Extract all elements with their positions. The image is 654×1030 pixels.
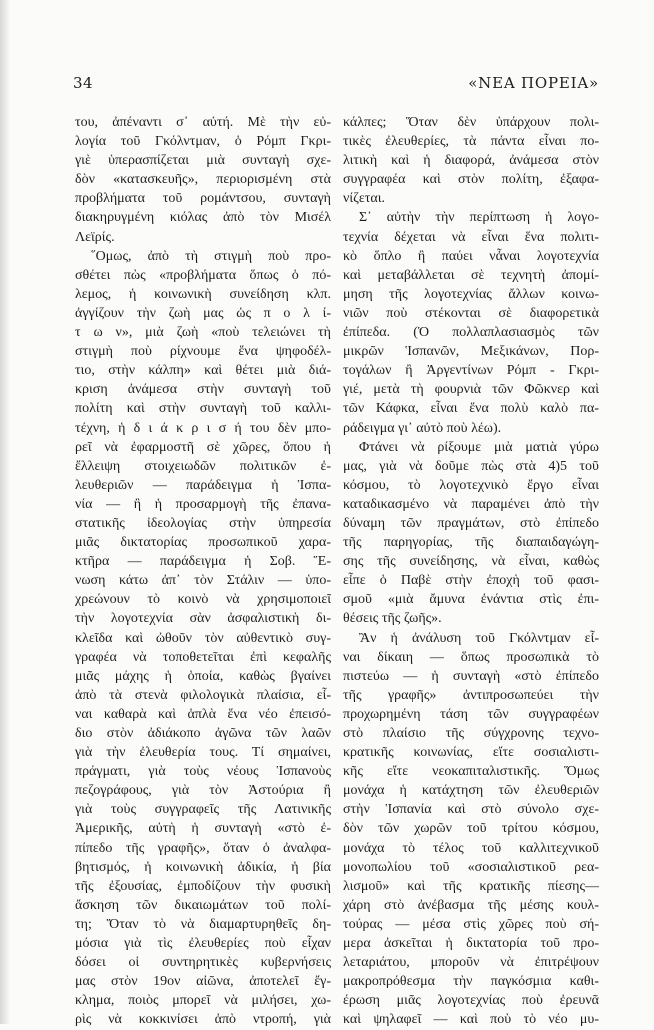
text-line: λεμος, ἡ κοινωνικὴ συνείδηση κλπ. (75, 286, 331, 302)
text-line: λιτικὴ καὶ ἡ διαφορά, ἀνάμεσα στὸν (343, 153, 599, 169)
page-gutter-shadow (0, 0, 10, 1024)
text-line: τιο, στὴν κάλπη» καὶ θέτει μιὰ διά- (75, 363, 331, 379)
text-line: δύναμη τῶν πραγμάτων, στὸ ἐπίπεδο (343, 515, 599, 531)
text-line: ῞Ομως, ἀπὸ τὴ στιγμὴ ποὺ προ- (91, 248, 331, 264)
text-line: στατικῆς ἰδεολογίας στὴν ὑπηρεσία (75, 515, 331, 531)
text-line: καὶ ψηλαφεῖ — καὶ ποὺ τὸ νέο μυ- (343, 1012, 599, 1028)
text-line: δὸν τῶν χωρῶν τοῦ τρίτου κόσμου, (343, 821, 599, 837)
text-line: νία — ἢ ἡ προσαρμογὴ τῆς ἐπανα- (75, 496, 331, 512)
text-line: τῆς ἐξουσίας, ἐμποδίζουν τὴν φυσικὴ (75, 878, 331, 894)
text-line: τῆς παρηγορίας, τῆς διαπαιδαγώγη- (343, 535, 599, 551)
text-line: μιᾶς μάχης ἡ ὁποία, καθὼς βγαίνει (75, 668, 331, 684)
text-line: βητισμός, ἡ κοινωνικὴ ἀδικία, ἡ βία (75, 859, 331, 875)
text-line: γιὰ τοὺς συγγραφεῖς τῆς Λατινικῆς (75, 802, 331, 818)
text-line: κλημα, ποιὸς μπορεῖ νὰ μιλήσει, χω- (75, 993, 331, 1009)
text-line: μονάχα τὸ τέλος τοῦ καλλιτεχνικοῦ (343, 840, 599, 856)
text-line: Σ᾿ αὐτὴν τὴν περίπτωση ἡ λογο- (359, 210, 599, 226)
text-line: τη; Ὅταν τὸ νὰ διαμαρτυρηθεῖς δη- (75, 916, 331, 932)
text-line: νίζεται. (343, 191, 385, 207)
text-line: λισμοῦ» καὶ τῆς κρατικῆς πίεσης— (343, 878, 599, 894)
text-line: λογία τοῦ Γκόλντμαν, ὁ Ρόμπ Γκρι- (75, 134, 331, 150)
text-line: έρωση μιᾶς λογοτεχνίας ποὺ ἐρευνᾶ (343, 993, 599, 1009)
text-line: γιὲ ὑπερασπίζεται μιὰ συνταγὴ σχε- (75, 153, 331, 169)
text-line: ἀγγίζουν τὴν ζωὴ μας ὡς π ο λ ί- (75, 305, 331, 321)
text-line: τεχνία δέχεται νὰ εἶναι ἕνα πολιτι- (343, 229, 599, 245)
text-line: γιὰ τὴν ἐλευθερία τους. Τί σημαίνει, (75, 745, 331, 761)
text-line: μονάχα ἡ κατάχτηση τῶν ἐλευθεριῶν (343, 783, 599, 799)
text-line: σθέτει πὼς «προβλήματα ὅπως ὁ πό- (75, 267, 331, 283)
text-line: νιῶν ποὺ στέκονται σὲ διαφορετικὰ (343, 305, 599, 321)
text-line: διο στὸν ἀδιάκοπο ἀγῶνα τῶν λαῶν (75, 726, 331, 741)
text-line: καταδικασμένο νὰ παραμένει ἀπὸ τὴν (343, 496, 599, 512)
text-line: μας στὸν 19ον αἰῶνα, ἀποτελεῖ ἔγ- (75, 974, 331, 990)
text-line: τέχνη, ἡ δ ι ά κ ρ ι σ ή του δὲν μπο- (75, 420, 331, 436)
text-line: τῆς γραφῆς» ἀντιπροσωπεύει τὴν (343, 687, 599, 703)
text-line: μιᾶς δικτατορίας προσωπικοῦ χαρα- (75, 535, 331, 551)
text-line: Ἀμερικῆς, αὐτὴ ἡ συνταγὴ «στὸ ἐ- (75, 821, 331, 837)
text-line: ἔλλειψη στοιχειωδῶν πολιτικῶν ἐ- (75, 458, 331, 474)
text-line: κριση ἀνάμεσα στὴν συνταγὴ τοῦ (75, 382, 331, 398)
text-line: ρεῖ νὰ ἐφαρμοστῆ σὲ χῶρες, ὅπου ἡ (75, 439, 331, 455)
text-line: νωση κάτω ἀπ᾿ τὸν Στάλιν — ὑπο- (75, 573, 331, 589)
text-line: στιγμὴ ποὺ ρίχνουμε ἕνα ψηφοδέλ- (75, 344, 331, 360)
text-line: γραφέα νὰ τοποθετεῖται ἐπὶ κεφαλῆς (75, 649, 331, 665)
text-line: μηση τῆς λογοτεχνίας ἄλλων κοινω- (343, 286, 599, 302)
text-line: μας, γιὰ νὰ δοῦμε πὼς στὰ 4)5 τοῦ (343, 458, 599, 474)
text-line: ἐπίπεδα. (Ὁ πολλαπλασιασμὸς τῶν (343, 325, 599, 341)
text-line: προβλήματα τοῦ ρομάντσου, συνταγὴ (75, 191, 331, 207)
text-line: χάρη στὸ ἀνέβασμα τῆς μέσης κουλ- (343, 897, 599, 913)
left-column (75, 113, 331, 1030)
text-line: δὸν «κατασκευῆς», περιορισμένη στὰ (75, 172, 331, 188)
text-line: θέσεις τῆς ζωῆς». (343, 611, 442, 627)
page-number: 34 (73, 74, 94, 92)
text-line: πολίτη καὶ στὴν συνταγὴ τοῦ καλλι- (75, 401, 331, 417)
text-line: ναι καθαρὰ καὶ ἁπλὰ ἕνα νέο ἐπεισό- (75, 706, 331, 722)
text-line: στὸ πλαίσιο τῆς σύγχρονης τεχνο- (343, 726, 599, 741)
text-line: κρατικῆς κοινωνίας, εἴτε σοσιαλιστι- (343, 745, 599, 761)
text-line: κὸ ὅπλο ἢ παύει νἆναι λογοτεχνία (343, 248, 599, 264)
text-line: μερα ἀσκεῖται ἡ δικτατορία τοῦ προ- (343, 936, 599, 952)
text-line: τὴν λογοτεχνία σὰν ἀσφαλιστικὴ δι- (75, 611, 331, 627)
text-line: εἶπε ὁ Παβὲ στὴν ἐποχὴ τοῦ φασι- (343, 573, 599, 589)
text-line: κάλπες; Ὅταν δὲν ὑπάρχουν πολι- (343, 115, 599, 130)
text-line: κτῆρα — παράδειγμα ἡ Σοβ. Ἕ- (75, 554, 331, 570)
text-line: καὶ μεταβάλλεται σὲ τεχνητὴ ἀπομί- (343, 267, 599, 283)
text-line: μόσια γιὰ τὶς ἐλευθερίες ποὺ εἶχαν (75, 936, 331, 952)
text-line: ἄσκηση τῶν δικαιωμάτων τοῦ πολί- (75, 897, 331, 913)
text-line: τ ω ν», μιὰ ζωὴ «ποὺ τελειώνει τὴ (75, 325, 331, 341)
text-line: λευθεριῶν — παράδειγμα ἡ Ἱσπα- (75, 477, 331, 493)
text-line: τογάλων ἢ Ἀργεντίνων Ρόμπ - Γκρι- (343, 363, 599, 379)
text-line: δόσει οἱ συντηρητικὲς κυβερνήσεις (75, 955, 331, 971)
text-line: διακηρυγμένη κιόλας ἀπὸ τὸν Μισέλ (75, 210, 331, 226)
text-line: πεζογράφους, γιὰ τὸν Ἀστούρια ἢ (75, 783, 331, 799)
text-line: πράγματι, γιὰ τοὺς νέους Ἱσπανοὺς (75, 764, 331, 780)
text-line: κόσμου, τὸ λογοτεχνικὸ ἔργο εἶναι (343, 477, 599, 493)
text-line: ράδειγμα γι᾿ αὐτὸ ποὺ λέω). (343, 420, 502, 436)
text-line: κλεῖδα καὶ ὠθοῦν τὸν αὐθεντικὸ συγ- (75, 630, 331, 646)
text-line: ἀπὸ τὰ στενὰ φιλολογικὰ πλαίσια, εἶ- (75, 687, 331, 703)
text-line: χρεώνουν τὸ κοινὸ νὰ χρησιμοποιεῖ (75, 592, 331, 608)
text-line: σμοῦ «μιὰ ἄμυνα ἐνάντια στὶς ἐπι- (343, 592, 599, 608)
page-header (73, 74, 599, 98)
text-line: του, ἀπέναντι σ᾿ αὐτή. Μὲ τὴν εὐ- (75, 115, 331, 130)
text-line: μικρῶν Ἱσπανῶν, Μεξικάνων, Πορ- (343, 344, 599, 360)
text-line: μονοπωλίου τοῦ «σοσιαλιστικοῦ ρεα- (343, 859, 599, 875)
text-line: κῆς εἴτε νεοκαπιταλιστικῆς. Ὅμως (343, 764, 599, 780)
text-line: τῶν Κάφκα, εἶναι ἕνα πολὺ καλὸ πα- (343, 401, 599, 417)
text-line: πιστεύω — ἡ συνταγὴ «στὸ ἐπίπεδο (343, 668, 599, 684)
text-line: τούρας — μέσα στὶς χῶρες ποὺ σή- (343, 916, 599, 932)
text-line: τικὲς ἐλευθερίες, τὰ πάντα εἶναι πο- (343, 134, 599, 150)
text-line: μακροπρόθεσμα τὴν παγκόσμια καθι- (343, 974, 599, 990)
text-line: Ἂν ἡ ἀνάλυση τοῦ Γκόλντμαν εἶ- (359, 630, 599, 646)
text-line: λεταριάτου, μποροῦν νὰ ἐπιτρέψουν (343, 955, 599, 971)
text-line: πίπεδο τῆς γραφῆς», ὅταν ὁ ἀναλφα- (75, 840, 331, 856)
text-line: γιέ, μετὰ τὴ φουρνιὰ τῶν Φῶκνερ καὶ (343, 382, 599, 398)
text-line: Φτάνει νὰ ρίξουμε μιὰ ματιὰ γύρω (359, 439, 599, 455)
text-line: ναι δίκαιη — ὅπως προσωπικὰ τὸ (343, 649, 599, 665)
right-column (343, 113, 599, 1030)
text-line: συγγραφέα καὶ στὸν πολίτη, ἐξαφα- (343, 172, 599, 188)
running-head: «ΝΕΑ ΠΟΡΕΙΑ» (468, 74, 599, 92)
text-line: ρὶς νὰ κοκκινίσει ἀπὸ ντροπή, γιὰ (75, 1012, 331, 1028)
text-line: προχωρημένη τάση τῶν συγγραφέων (343, 706, 599, 722)
text-line: Λεϊρίς. (75, 229, 115, 245)
text-line: σης τῆς συνείδησης, νὰ εἶναι, καθὼς (343, 554, 599, 570)
text-line: στὴν Ἱσπανία καὶ στὸ σύνολο σχε- (343, 802, 599, 818)
